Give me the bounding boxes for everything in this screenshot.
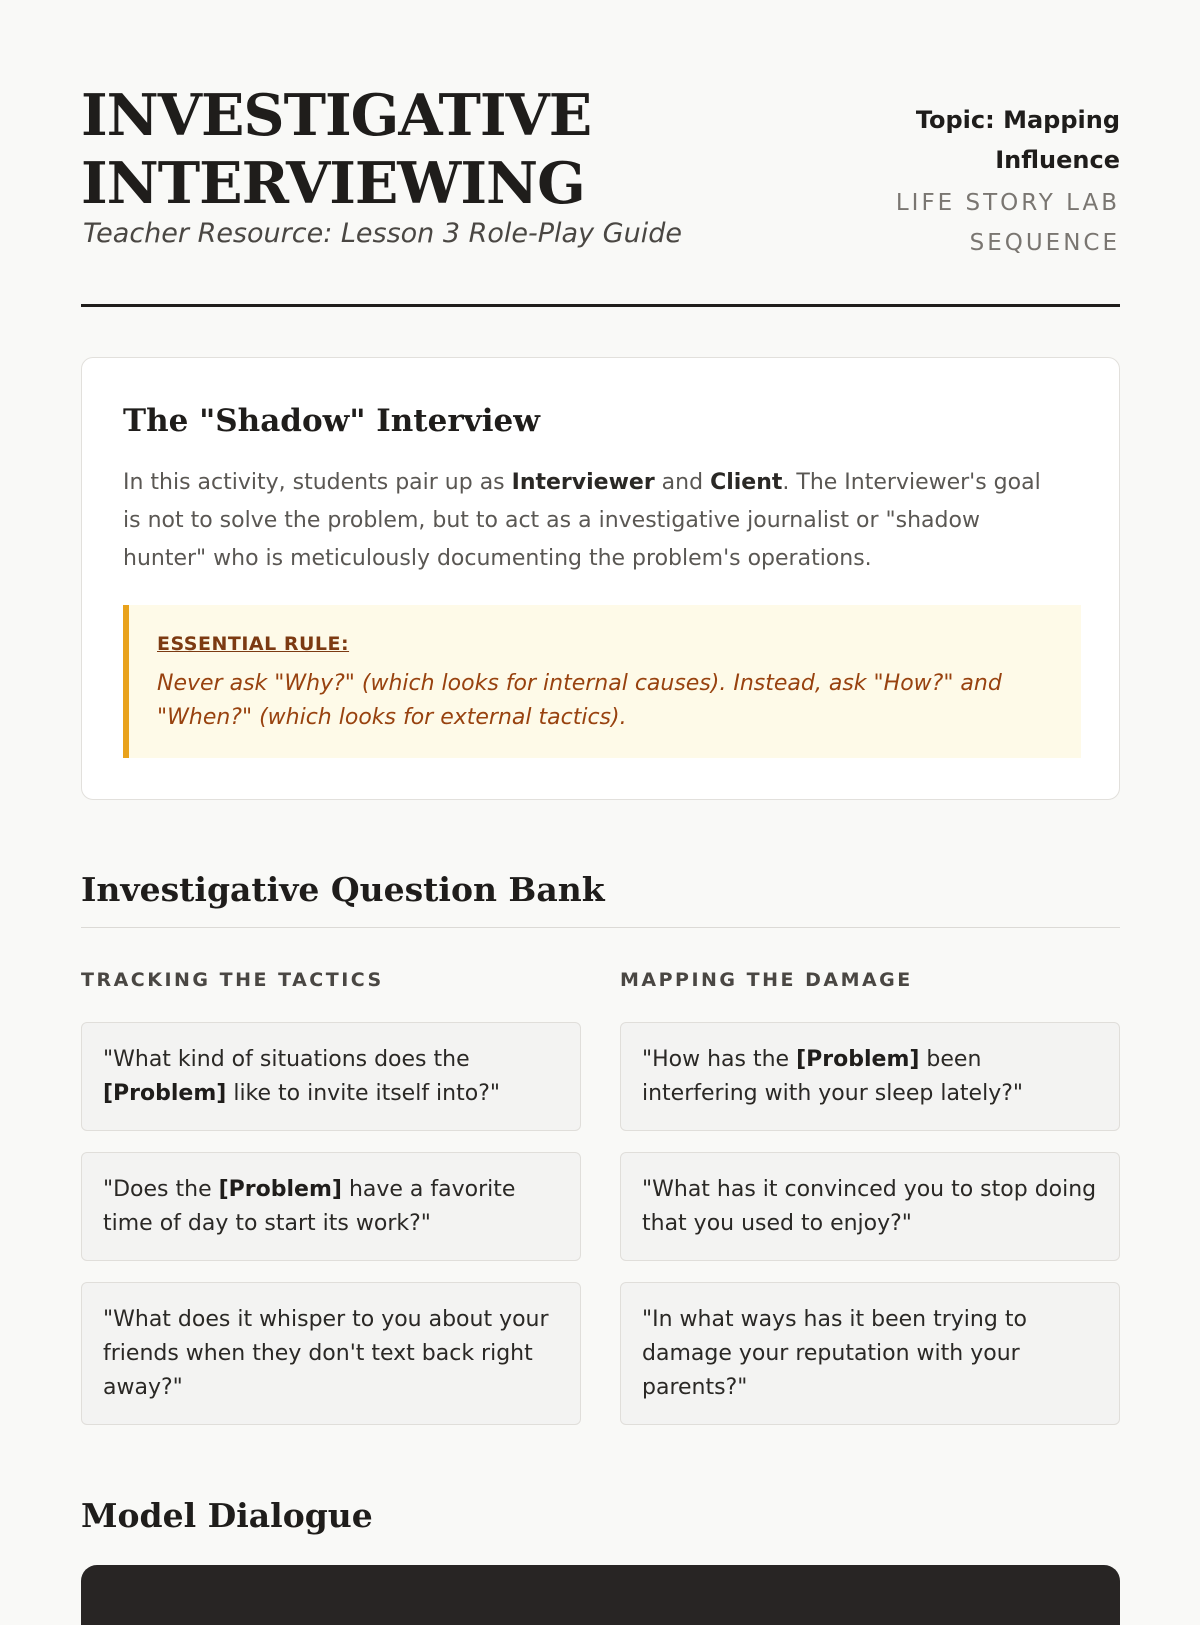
question-text: "What has it convinced you to stop doing that you used to enjoy?"	[642, 1177, 1097, 1236]
damage-column	[620, 965, 1120, 1446]
question-text: "Does the	[103, 1177, 219, 1202]
role-client: Client	[710, 470, 783, 495]
role-interviewer: Interviewer	[511, 470, 655, 495]
topic-label: Topic: Mapping Influence	[915, 106, 1120, 174]
question-card	[620, 1152, 1120, 1261]
problem-token: [Problem]	[103, 1081, 227, 1106]
question-card	[620, 1282, 1120, 1425]
rule-label: ESSENTIAL RULE:	[157, 633, 350, 655]
question-text: "How has the	[642, 1047, 797, 1072]
question-text: "What kind of situations does the	[103, 1047, 470, 1072]
question-text: been interfering with your sleep lately?"	[642, 1047, 1024, 1106]
essential-rule-callout	[123, 605, 1081, 758]
intro-text-end: . The Interviewer's goal is not to solve the problem, but to act as a investigative journalist or "shadow hunter" who is meticulously documenting the problem's operations.	[123, 470, 1041, 571]
page	[81, 0, 1120, 1535]
model-dialogue-heading: Model Dialogue	[81, 1496, 373, 1535]
question-bank-heading: Investigative Question Bank	[81, 870, 605, 909]
model-dialogue-panel	[81, 1565, 1120, 1625]
document-subtitle: Teacher Resource: Lesson 3 Role-Play Guide	[83, 218, 682, 249]
question-card	[81, 1282, 581, 1425]
question-text: like to invite itself into?"	[226, 1081, 500, 1106]
document-header	[81, 0, 1120, 307]
damage-label: MAPPING THE DAMAGE	[620, 969, 913, 991]
question-card	[81, 1152, 581, 1261]
question-text: have a favorite time of day to start its work?"	[103, 1177, 516, 1236]
tactics-label: TRACKING THE TACTICS	[81, 969, 384, 991]
question-text: "What does it whisper to you about your friends when they don't text back right away?"	[103, 1307, 549, 1400]
intro-text-and: and	[654, 470, 711, 495]
section-divider	[81, 927, 1120, 928]
card-description	[123, 464, 1063, 578]
problem-token: [Problem]	[218, 1177, 342, 1202]
rule-text: Never ask "Why?" (which looks for internal causes). Instead, ask "How?" and "When?" (which looks for external tactics).	[157, 671, 1002, 730]
problem-token: [Problem]	[796, 1047, 920, 1072]
sequence-label: LIFE STORY LAB SEQUENCE	[895, 190, 1120, 256]
tactics-column	[81, 965, 581, 1446]
document-title: INVESTIGATIVE INTERVIEWING	[81, 82, 592, 217]
question-text: "In what ways has it been trying to damage your reputation with your parents?"	[642, 1307, 1027, 1400]
shadow-interview-card	[81, 357, 1120, 800]
question-card	[620, 1022, 1120, 1131]
intro-text-start: In this activity, students pair up as	[123, 470, 512, 495]
card-title: The "Shadow" Interview	[123, 403, 540, 439]
question-card	[81, 1022, 581, 1131]
